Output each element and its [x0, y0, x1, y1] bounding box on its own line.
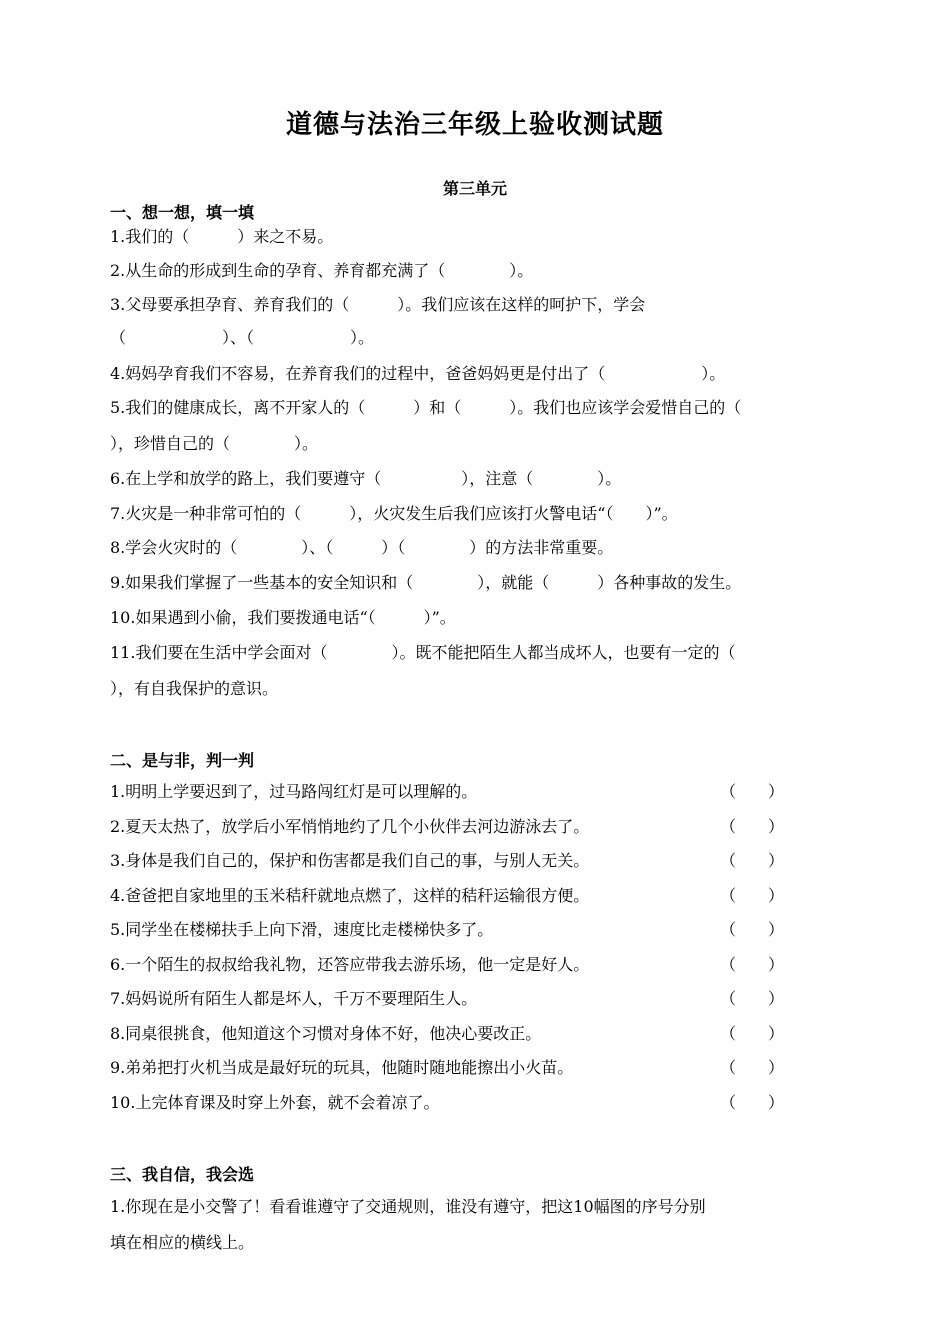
question-line: 填在相应的横线上。 [110, 1233, 255, 1252]
answer-parens: （ ） [720, 851, 785, 870]
judge-item [110, 817, 785, 837]
fill-line: 10.如果遇到小偷，我们要拨通电话“（ ）”。 [110, 608, 456, 627]
section-2-heading: 二、是与非，判一判 [110, 751, 255, 770]
judge-item [110, 1058, 785, 1078]
judge-statement: 4.爸爸把自家地里的玉米秸秆就地点燃了，这样的秸秆运输很方便。 [110, 886, 590, 905]
judge-statement: 6.一个陌生的叔叔给我礼物，还答应带我去游乐场，他一定是好人。 [110, 955, 590, 974]
fill-line: 7.火灾是一种非常可怕的（ ），火灾发生后我们应该打火警电话“（ ）”。 [110, 504, 678, 523]
fill-line: （ ）、（ ）。 [110, 328, 375, 347]
answer-parens: （ ） [720, 989, 785, 1008]
fill-line: 8.学会火灾时的（ ）、（ ）（ ）的方法非常重要。 [110, 538, 614, 557]
fill-line: 11.我们要在生活中学会面对（ ）。既不能把陌生人都当成坏人，也要有一定的（ [110, 643, 736, 662]
judge-statement: 8.同桌很挑食，他知道这个习惯对身体不好，他决心要改正。 [110, 1024, 542, 1043]
judge-statement: 2.夏天太热了，放学后小军悄悄地约了几个小伙伴去河边游泳去了。 [110, 817, 590, 836]
judge-item [110, 955, 785, 975]
fill-line: 1.我们的（ ）来之不易。 [110, 227, 334, 246]
section-1-heading: 一、想一想，填一填 [110, 203, 255, 222]
judge-item [110, 782, 785, 802]
fill-line: 5.我们的健康成长，离不开家人的（ ）和（ ）。我们也应该学会爱惜自己的（ [110, 398, 742, 417]
fill-line: 3.父母要承担孕育、养育我们的（ ）。我们应该在这样的呵护下，学会 [110, 295, 646, 314]
fill-line: 2.从生命的形成到生命的孕育、养育都充满了（ ）。 [110, 261, 534, 280]
answer-parens: （ ） [720, 817, 785, 836]
judge-statement: 5.同学坐在楼梯扶手上向下滑，速度比走楼梯快多了。 [110, 920, 494, 939]
judge-item [110, 886, 785, 906]
judge-item [110, 851, 785, 871]
judge-statement: 7.妈妈说所有陌生人都是坏人，千万不要理陌生人。 [110, 989, 478, 1008]
judge-statement: 10.上完体育课及时穿上外套，就不会着凉了。 [110, 1093, 440, 1112]
answer-parens: （ ） [720, 1024, 785, 1043]
fill-line: ），珍惜自己的（ ）。 [110, 434, 319, 453]
judge-statement: 9.弟弟把打火机当成是最好玩的玩具，他随时随地能擦出小火苗。 [110, 1058, 574, 1077]
answer-parens: （ ） [720, 955, 785, 974]
section-3-heading: 三、我自信，我会选 [110, 1165, 255, 1184]
judge-statement: 3.身体是我们自己的，保护和伤害都是我们自己的事，与别人无关。 [110, 851, 590, 870]
judge-statement: 1.明明上学要迟到了，过马路闯红灯是可以理解的。 [110, 782, 478, 801]
fill-line: ），有自我保护的意识。 [110, 679, 279, 698]
answer-parens: （ ） [720, 920, 785, 939]
fill-line: 6.在上学和放学的路上，我们要遵守（ ），注意（ ）。 [110, 469, 622, 488]
fill-line: 9.如果我们掌握了一些基本的安全知识和（ ），就能（ ）各种事故的发生。 [110, 573, 742, 592]
question-line: 1.你现在是小交警了！看看谁遵守了交通规则，谁没有遵守，把这10幅图的序号分别 [110, 1197, 706, 1216]
judge-item [110, 1024, 785, 1044]
fill-line: 4.妈妈孕育我们不容易，在养育我们的过程中，爸爸妈妈更是付出了（ ）。 [110, 364, 726, 383]
judge-item [110, 989, 785, 1009]
document-title: 道德与法治三年级上验收测试题 [285, 110, 664, 140]
answer-parens: （ ） [720, 886, 785, 905]
judge-item [110, 1093, 785, 1113]
judge-item [110, 920, 785, 940]
answer-parens: （ ） [720, 1093, 785, 1112]
answer-parens: （ ） [720, 1058, 785, 1077]
answer-parens: （ ） [720, 782, 785, 801]
unit-heading: 第三单元 [442, 179, 507, 198]
